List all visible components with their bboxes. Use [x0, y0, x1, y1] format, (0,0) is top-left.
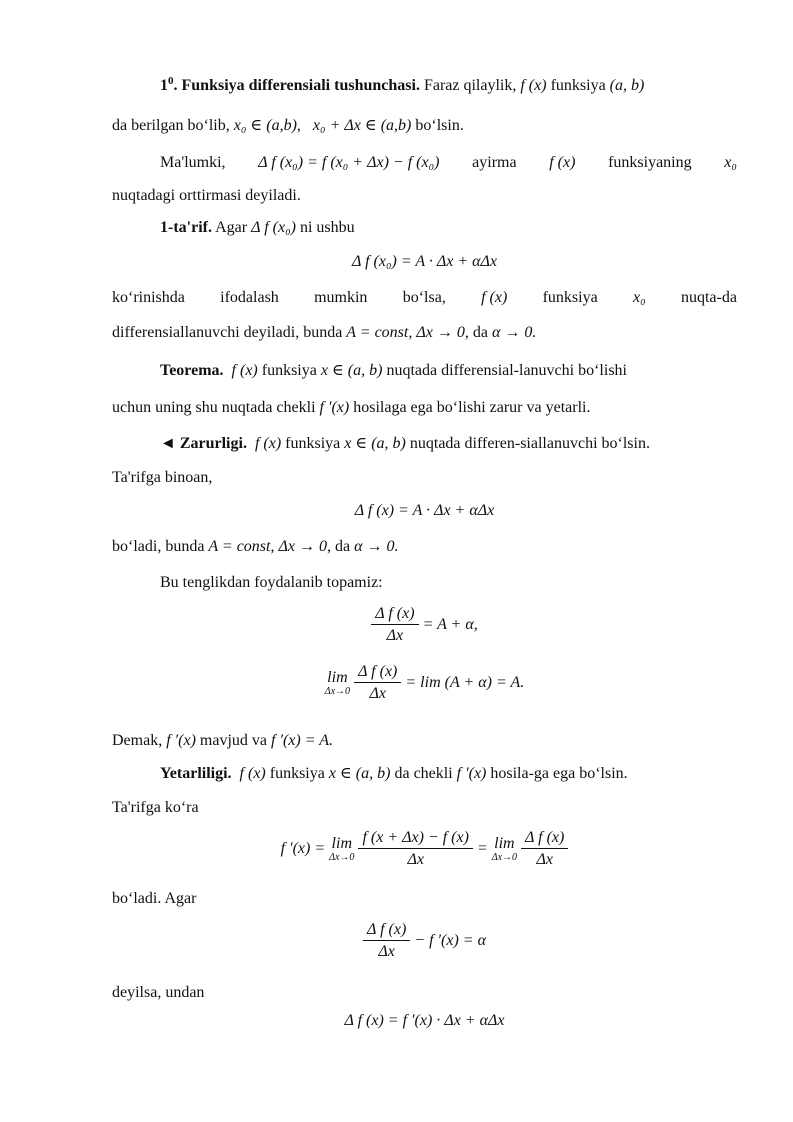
definition-label: 1-ta'rif. [160, 219, 212, 236]
limit: lim Δx→0 [324, 668, 351, 697]
necessity-line2: Ta'rifga binoan, [112, 469, 213, 486]
section-heading: $1^0$. Funksiya differensiali tushunchasi. [160, 75, 420, 94]
definition-line4: differensiallanuvchi deyiladi, bunda A = const, Δx → 0, da α → 0. [112, 324, 537, 341]
theorem-line1: Teorema. f (x) funksiya x ∈ (a, b) nuqtada differensial-lanuvchi bo‘lishi [160, 362, 627, 379]
definition-line3: ko‘rinishda ifodalash mumkin bo‘lsa, f (x) funksiya x₀ nuqta-da [112, 289, 737, 306]
sufficiency-after: bo‘ladi. Agar [112, 890, 197, 907]
sufficiency-line2: Ta'rifga ko‘ra [112, 799, 199, 816]
math-increment: Δ f (x₀) = f (x₀ + Δx) − f (x₀) [258, 154, 440, 171]
paragraph-intro-line2: da berilgan bo‘lib, x₀ ∈ (a,b), x₀ + Δx ∈ (a,b) bo‘lsin. [112, 117, 464, 134]
necessity-line5: Bu tenglikdan foydalanib topamiz: [160, 574, 383, 591]
math-condition-1: x₀ ∈ (a,b), [233, 117, 301, 134]
necessity-limit-formula: lim Δx→0 $\frac{\text{Δ f (x)}}{\Delta x}$ = lim (A + α) = A. [324, 663, 525, 702]
necessity-line4: bo‘ladi, bunda A = const, Δx → 0, da α → 0. [112, 538, 399, 555]
sufficiency-label: Yetarliligi. [160, 765, 232, 782]
derivative-formula: f ′(x) = lim Δx→0 $\frac{f (x + \Delta x) - f (x)}{\Delta x}$ = lim Δx→0 $\frac{\text{Δ f (x)}}{\Delta x}$ [112, 828, 737, 871]
necessity-conclusion: Demak, f ′(x) mavjud va f ′(x) = A. [112, 732, 333, 749]
paragraph-increment-line2: nuqtadagi orttirmasi deyiladi. [112, 187, 301, 204]
sufficiency-deyilsa: deyilsa, undan [112, 984, 205, 1001]
final-formula: Δ f (x) = f ′(x) · Δx + αΔx [344, 1012, 505, 1029]
fraction: $\frac{\text{Δ f (x)}}{\Delta x}$ [371, 604, 418, 647]
paragraph-increment-line1: Ma'lumki, Δ f (x₀) = f (x₀ + Δx) − f (x₀) ayirma f (x) funksiyaning x₀ [160, 154, 737, 171]
alpha-formula: $\frac{\text{Δ f (x)}}{\Delta x}$ − f ′(x) = α [112, 920, 737, 963]
sufficiency-line1: Yetarliligi. f (x) funksiya x ∈ (a, b) da chekli f ′(x) hosila-ga ega bo‘lsin. [160, 765, 628, 782]
necessity-formula: Δ f (x) = A · Δx + αΔx [354, 502, 495, 519]
necessity-line1: ◄ Zarurligi. f (x) funksiya x ∈ (a, b) nuqtada differen-siallanuvchi bo‘lsin. [160, 435, 650, 452]
definition-formula: Δ f (x₀) = A · Δx + αΔx [351, 253, 498, 270]
math-fx: f (x) [520, 77, 547, 94]
paragraph-intro-line1: $1^0$. Funksiya differensiali tushunchasi. Faraz qilaylik, f (x) funksiya (a, b) [160, 75, 645, 94]
definition-line1: 1-ta'rif. Agar Δ f (x₀) ni ushbu [160, 219, 355, 236]
necessity-label: ◄ Zarurligi. [160, 435, 247, 452]
math-interval: (a, b) [609, 77, 645, 94]
theorem-line2: uchun uning shu nuqtada chekli f ′(x) hosilaga ega bo‘lishi zarur va yetarli. [112, 399, 591, 416]
math-condition-2: x₀ + Δx ∈ (a,b) [312, 117, 412, 134]
necessity-fraction-formula: $\frac{\text{Δ f (x)}}{\Delta x}$ = A + α, [112, 604, 737, 647]
theorem-label: Teorema. [160, 362, 224, 379]
